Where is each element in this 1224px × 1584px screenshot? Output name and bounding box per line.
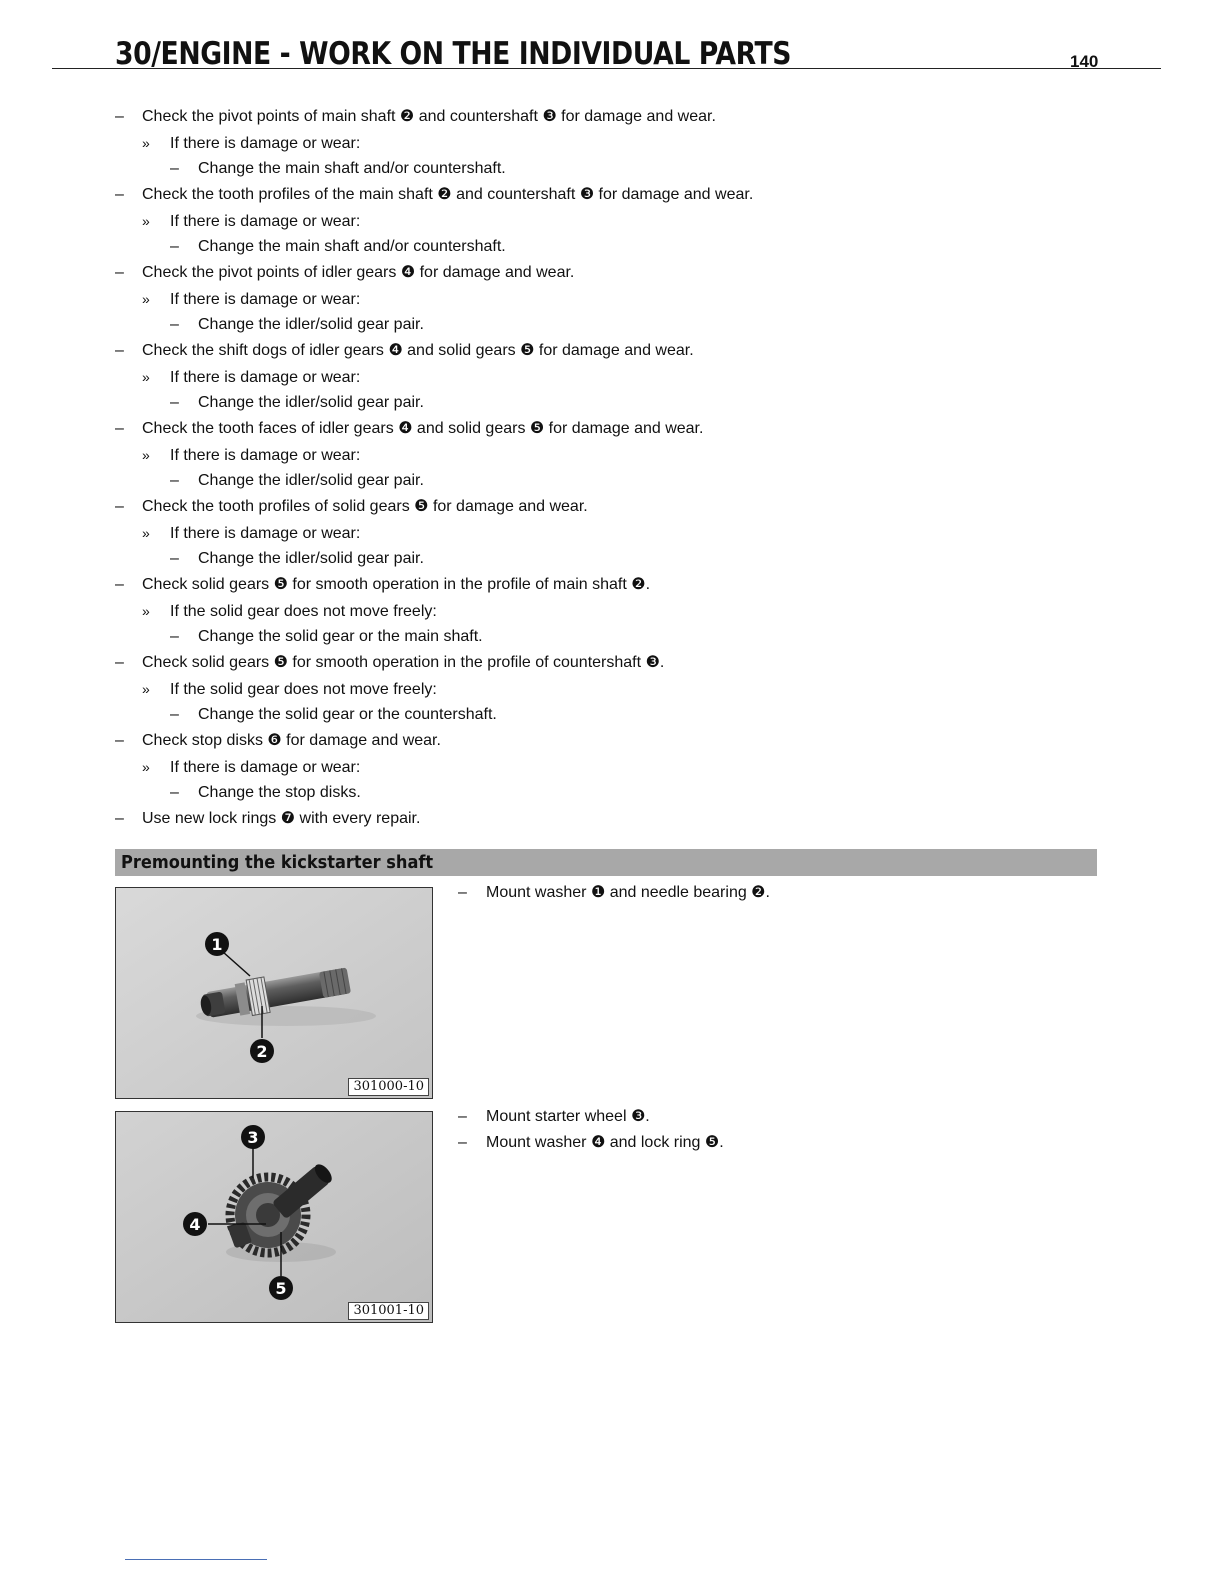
list-item-text: Check stop disks ❻ for damage and wear. — [142, 732, 441, 749]
list-item-text: Change the idler/solid gear pair. — [198, 316, 424, 333]
photo-starter-wheel — [115, 1111, 433, 1323]
step-instruction — [458, 1107, 650, 1127]
checklist-item-level-3 — [170, 549, 424, 569]
footer-rule — [125, 1559, 267, 1560]
checklist-item-level-2 — [142, 445, 360, 466]
list-marker: – — [115, 576, 124, 593]
instruction-text: Mount washer ❶ and needle bearing ❷. — [486, 884, 770, 901]
list-marker: – — [115, 732, 124, 749]
list-marker: – — [115, 186, 124, 203]
callout-5-label: 5 — [275, 1279, 287, 1298]
list-marker: – — [115, 498, 124, 515]
callout-3-label: 3 — [247, 1128, 259, 1147]
step-instruction — [458, 883, 770, 903]
list-marker: » — [142, 681, 150, 697]
checklist-item-level-2 — [142, 523, 360, 544]
list-item-text: If there is damage or wear: — [170, 291, 361, 308]
checklist-item-level-2 — [142, 211, 360, 232]
list-marker: – — [170, 550, 179, 567]
list-item-text: If there is damage or wear: — [170, 447, 361, 464]
checklist-item-level-3 — [170, 159, 506, 179]
list-marker: – — [170, 238, 179, 255]
checklist-item-level-3 — [170, 237, 506, 257]
list-marker: – — [170, 316, 179, 333]
list-marker: » — [142, 525, 150, 541]
checklist-item-level-1 — [115, 497, 588, 517]
checklist-item-level-2 — [142, 679, 437, 700]
checklist-item-level-1 — [115, 653, 664, 673]
list-item-text: If the solid gear does not move freely: — [170, 681, 437, 698]
checklist-item-level-3 — [170, 627, 483, 647]
list-item-text: Check the shift dogs of idler gears ❹ and solid gears ❺ for damage and wear. — [142, 342, 694, 359]
list-item-text: Check the tooth faces of idler gears ❹ and solid gears ❺ for damage and wear. — [142, 420, 704, 437]
checklist-item-level-1 — [115, 731, 441, 751]
checklist-item-level-2 — [142, 289, 360, 310]
checklist-item-level-1 — [115, 575, 650, 595]
step-instruction — [458, 1133, 724, 1153]
checklist-item-level-1 — [115, 185, 753, 205]
list-marker: – — [115, 654, 124, 671]
page-title: 30/ENGINE - WORK ON THE INDIVIDUAL PARTS — [115, 36, 792, 72]
list-marker: – — [458, 1108, 467, 1125]
checklist-item-level-1 — [115, 341, 694, 361]
list-marker: – — [458, 884, 467, 901]
checklist-item-level-1 — [115, 419, 703, 439]
list-item-text: If there is damage or wear: — [170, 213, 361, 230]
list-marker: » — [142, 213, 150, 229]
list-item-text: Check solid gears ❺ for smooth operation in the profile of main shaft ❷. — [142, 576, 651, 593]
list-item-text: Check the pivot points of idler gears ❹ for damage and wear. — [142, 264, 575, 281]
list-marker: – — [170, 628, 179, 645]
checklist-item-level-1 — [115, 263, 574, 283]
gear-illustration — [116, 1112, 432, 1322]
list-item-text: Change the solid gear or the countershaft. — [198, 706, 497, 723]
checklist-item-level-3 — [170, 315, 424, 335]
list-marker: – — [170, 394, 179, 411]
instruction-text: Mount starter wheel ❸. — [486, 1108, 650, 1125]
list-item-text: Change the main shaft and/or countershaft. — [198, 160, 506, 177]
list-item-text: Change the stop disks. — [198, 784, 361, 801]
list-marker: » — [142, 135, 150, 151]
list-marker: – — [170, 706, 179, 723]
list-item-text: If there is damage or wear: — [170, 525, 361, 542]
list-item-text: Change the main shaft and/or countershaft. — [198, 238, 506, 255]
list-marker: – — [115, 264, 124, 281]
checklist-item-level-2 — [142, 367, 360, 388]
checklist-item-level-2 — [142, 757, 360, 778]
callout-4-label: 4 — [189, 1215, 201, 1234]
list-marker: – — [170, 160, 179, 177]
header-divider — [52, 68, 1161, 69]
list-marker: – — [170, 472, 179, 489]
list-marker: – — [115, 420, 124, 437]
list-marker: » — [142, 759, 150, 775]
instruction-text: Mount washer ❹ and lock ring ❺. — [486, 1134, 724, 1151]
list-marker: » — [142, 369, 150, 385]
page-number: 140 — [1070, 52, 1099, 71]
list-item-text: Use new lock rings ❼ with every repair. — [142, 810, 421, 827]
list-marker: » — [142, 603, 150, 619]
photo-code: 301000-10 — [348, 1078, 429, 1096]
checklist-item-level-2 — [142, 133, 360, 154]
list-item-text: If there is damage or wear: — [170, 759, 361, 776]
list-item-text: Change the solid gear or the main shaft. — [198, 628, 483, 645]
list-item-text: Check the pivot points of main shaft ❷ and countershaft ❸ for damage and wear. — [142, 108, 716, 125]
list-item-text: Change the idler/solid gear pair. — [198, 472, 424, 489]
list-marker: – — [115, 810, 124, 827]
checklist-item-level-2 — [142, 601, 437, 622]
shaft-illustration — [116, 888, 432, 1098]
list-item-text: Change the idler/solid gear pair. — [198, 550, 424, 567]
list-item-text: Check the tooth profiles of the main shaft ❷ and countershaft ❸ for damage and wear. — [142, 186, 754, 203]
section-title: Premounting the kickstarter shaft — [121, 852, 434, 873]
list-marker: » — [142, 447, 150, 463]
checklist-item-level-3 — [170, 783, 361, 803]
checklist-item-level-1 — [115, 107, 716, 127]
list-item-text: Check the tooth profiles of solid gears ❺ for damage and wear. — [142, 498, 588, 515]
photo-code: 301001-10 — [348, 1302, 429, 1320]
list-item-text: If the solid gear does not move freely: — [170, 603, 437, 620]
callout-2-label: 2 — [256, 1042, 268, 1061]
list-item-text: If there is damage or wear: — [170, 369, 361, 386]
list-item-text: Check solid gears ❺ for smooth operation in the profile of countershaft ❸. — [142, 654, 665, 671]
list-marker: – — [115, 108, 124, 125]
photo-kickstarter-shaft — [115, 887, 433, 1099]
list-marker: – — [115, 342, 124, 359]
checklist-item-level-3 — [170, 393, 424, 413]
list-item-text: Change the idler/solid gear pair. — [198, 394, 424, 411]
section-heading-bar — [115, 849, 1097, 876]
checklist-item-level-1 — [115, 809, 420, 829]
checklist-item-level-3 — [170, 705, 497, 725]
checklist-item-level-3 — [170, 471, 424, 491]
list-marker: – — [170, 784, 179, 801]
callout-1-label: 1 — [211, 935, 223, 954]
list-marker: » — [142, 291, 150, 307]
list-marker: – — [458, 1134, 467, 1151]
list-item-text: If there is damage or wear: — [170, 135, 361, 152]
